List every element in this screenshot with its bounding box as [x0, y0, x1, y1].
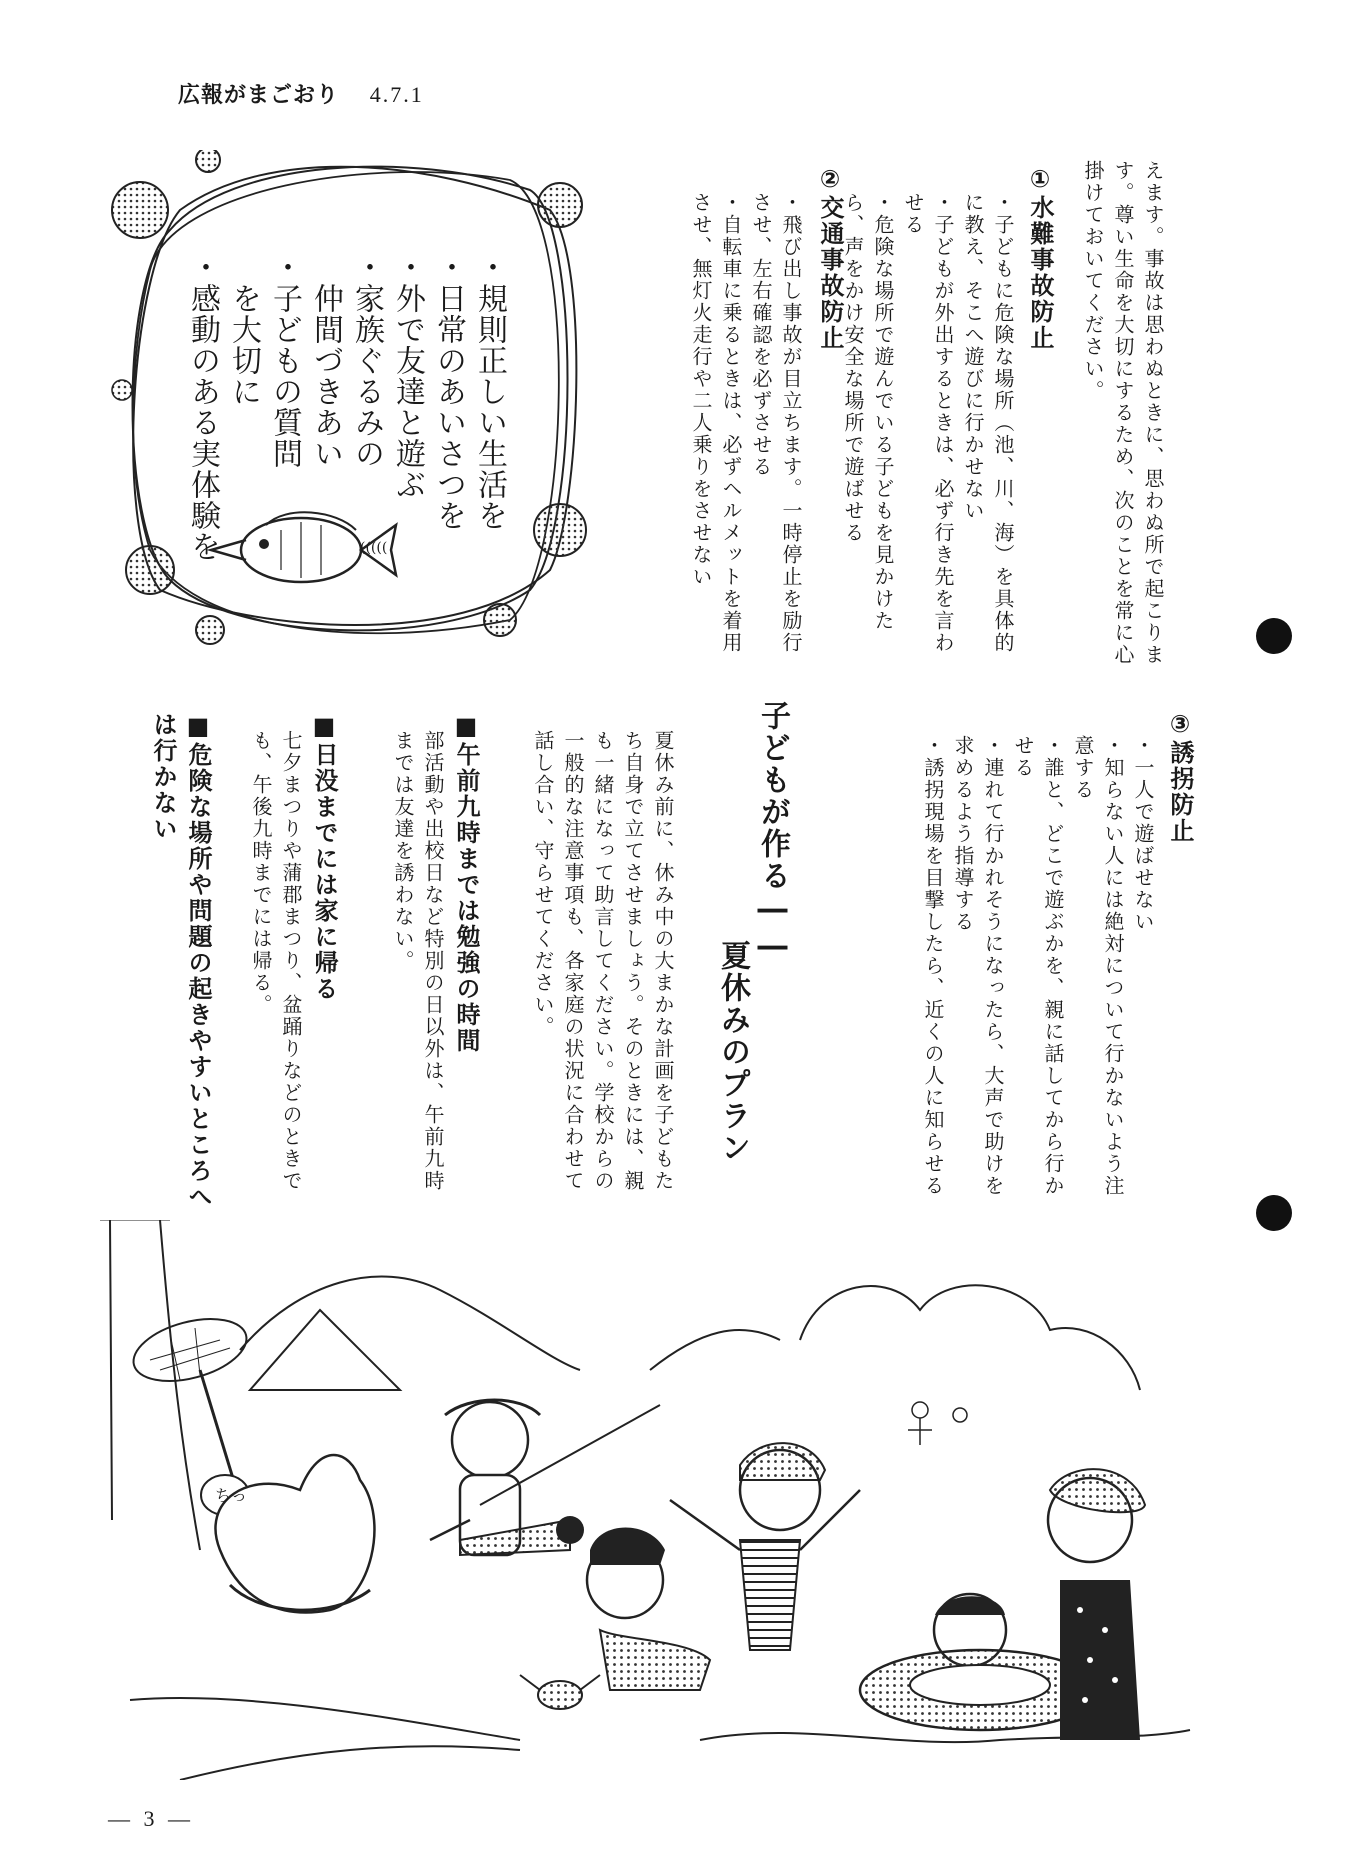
rule-2-heading: ■日没までには家に帰る: [310, 712, 338, 1002]
section-3-item: ・連れて行かれそうになったら、大声で助けを求めるよう指導する: [951, 735, 1005, 1197]
binder-hole: [1256, 1195, 1292, 1231]
section-3-heading: ③誘拐防止: [1166, 710, 1194, 844]
plan-title-sub: 子どもが作る――: [755, 700, 790, 966]
section-3-item: ・知らない人には絶対について行かないよう注意する: [1071, 735, 1125, 1197]
publication-title: 広報がまごおり: [178, 83, 340, 108]
page-header: [178, 78, 424, 109]
fish-sound-text: (((((: [360, 540, 388, 556]
circle-box-item: ・子どもの質問: [267, 252, 302, 469]
section-3-item: ・誰と、どこで遊ぶかを、親に話してから行かせる: [1011, 735, 1065, 1197]
crab-speech-text: ちっ: [215, 1486, 248, 1505]
circle-box-item: ・規則正しい生活を: [472, 252, 507, 531]
circle-box-item: を大切に: [226, 252, 261, 407]
section-3-list: [921, 735, 1158, 1215]
rule-1-heading: ■午前九時までは勉強の時間: [452, 712, 480, 1054]
plan-title-main: 夏休みのプラン: [715, 940, 750, 1164]
summer-scene-illustration: [100, 1220, 1200, 1780]
circle-box-item: 仲間づきあい: [308, 252, 343, 469]
circle-box-item: ・家族ぐるみの: [349, 252, 384, 469]
page-number: — 3 —: [108, 1806, 194, 1831]
section-2-item: ・自転車に乗るときは、必ずヘルメットを着用させ、無灯火走行や二人乗りをさせない: [689, 192, 743, 654]
rule-1-body: 部活動や出校日など特別の日以外は、午前九時までは友達を誘わない。: [391, 730, 445, 1192]
section-2-list: [686, 192, 806, 662]
section-1-item: ・子どもが外出するときは、必ず行き先を言わせる: [901, 192, 955, 654]
rule-3-heading: ■危険な場所や問題の起きやすいところへは行かない: [149, 712, 212, 1210]
rule-2-body: 七夕まつりや蒲郡まつり、盆踊りなどのときでも、午後九時までには帰る。: [249, 730, 303, 1192]
section-2-heading: ②交通事故防止: [816, 165, 844, 351]
section-1-item: ・危険な場所で遊んでいる子どもを見かけたら、声をかけ安全な場所で遊ばせる: [841, 192, 895, 632]
section-2-item: ・飛び出し事故が目立ちます。一時停止を励行させ、左右確認を必ずさせる: [749, 192, 803, 654]
plan-body: 夏休み前に、休み中の大まかな計画を子どもたち自身で立てさせましょう。そのときには、親も一緒になって助言してください。学校からの一般的な注意事項も、各家庭の状況に合わせて話し合い、守らせてください。: [531, 730, 675, 1192]
section-1-list: [841, 192, 1018, 662]
circle-box-item: ・感動のある実体験を: [185, 252, 220, 562]
publication-date: 4.7.1: [369, 82, 424, 107]
circle-box-item: ・外で友達と遊ぶ: [390, 252, 425, 500]
section-3-item: ・一人で遊ばせない: [1131, 735, 1155, 933]
binder-hole: [1256, 618, 1292, 654]
section-1-heading: ①水難事故防止: [1026, 165, 1054, 351]
circle-box-item: ・日常のあいさつを: [431, 252, 466, 531]
section-3-item: ・誘拐現場を目撃したら、近くの人に知らせる: [921, 735, 945, 1197]
section-1-item: ・子どもに危険な場所（池、川、海）を具体的に教え、そこへ遊びに行かせない: [961, 192, 1015, 654]
intro-paragraph: えます。事故は思わぬときに、思わぬ所で起こります。尊い生命を大切にするため、次のことを常に心掛けておいてください。: [1081, 160, 1165, 666]
